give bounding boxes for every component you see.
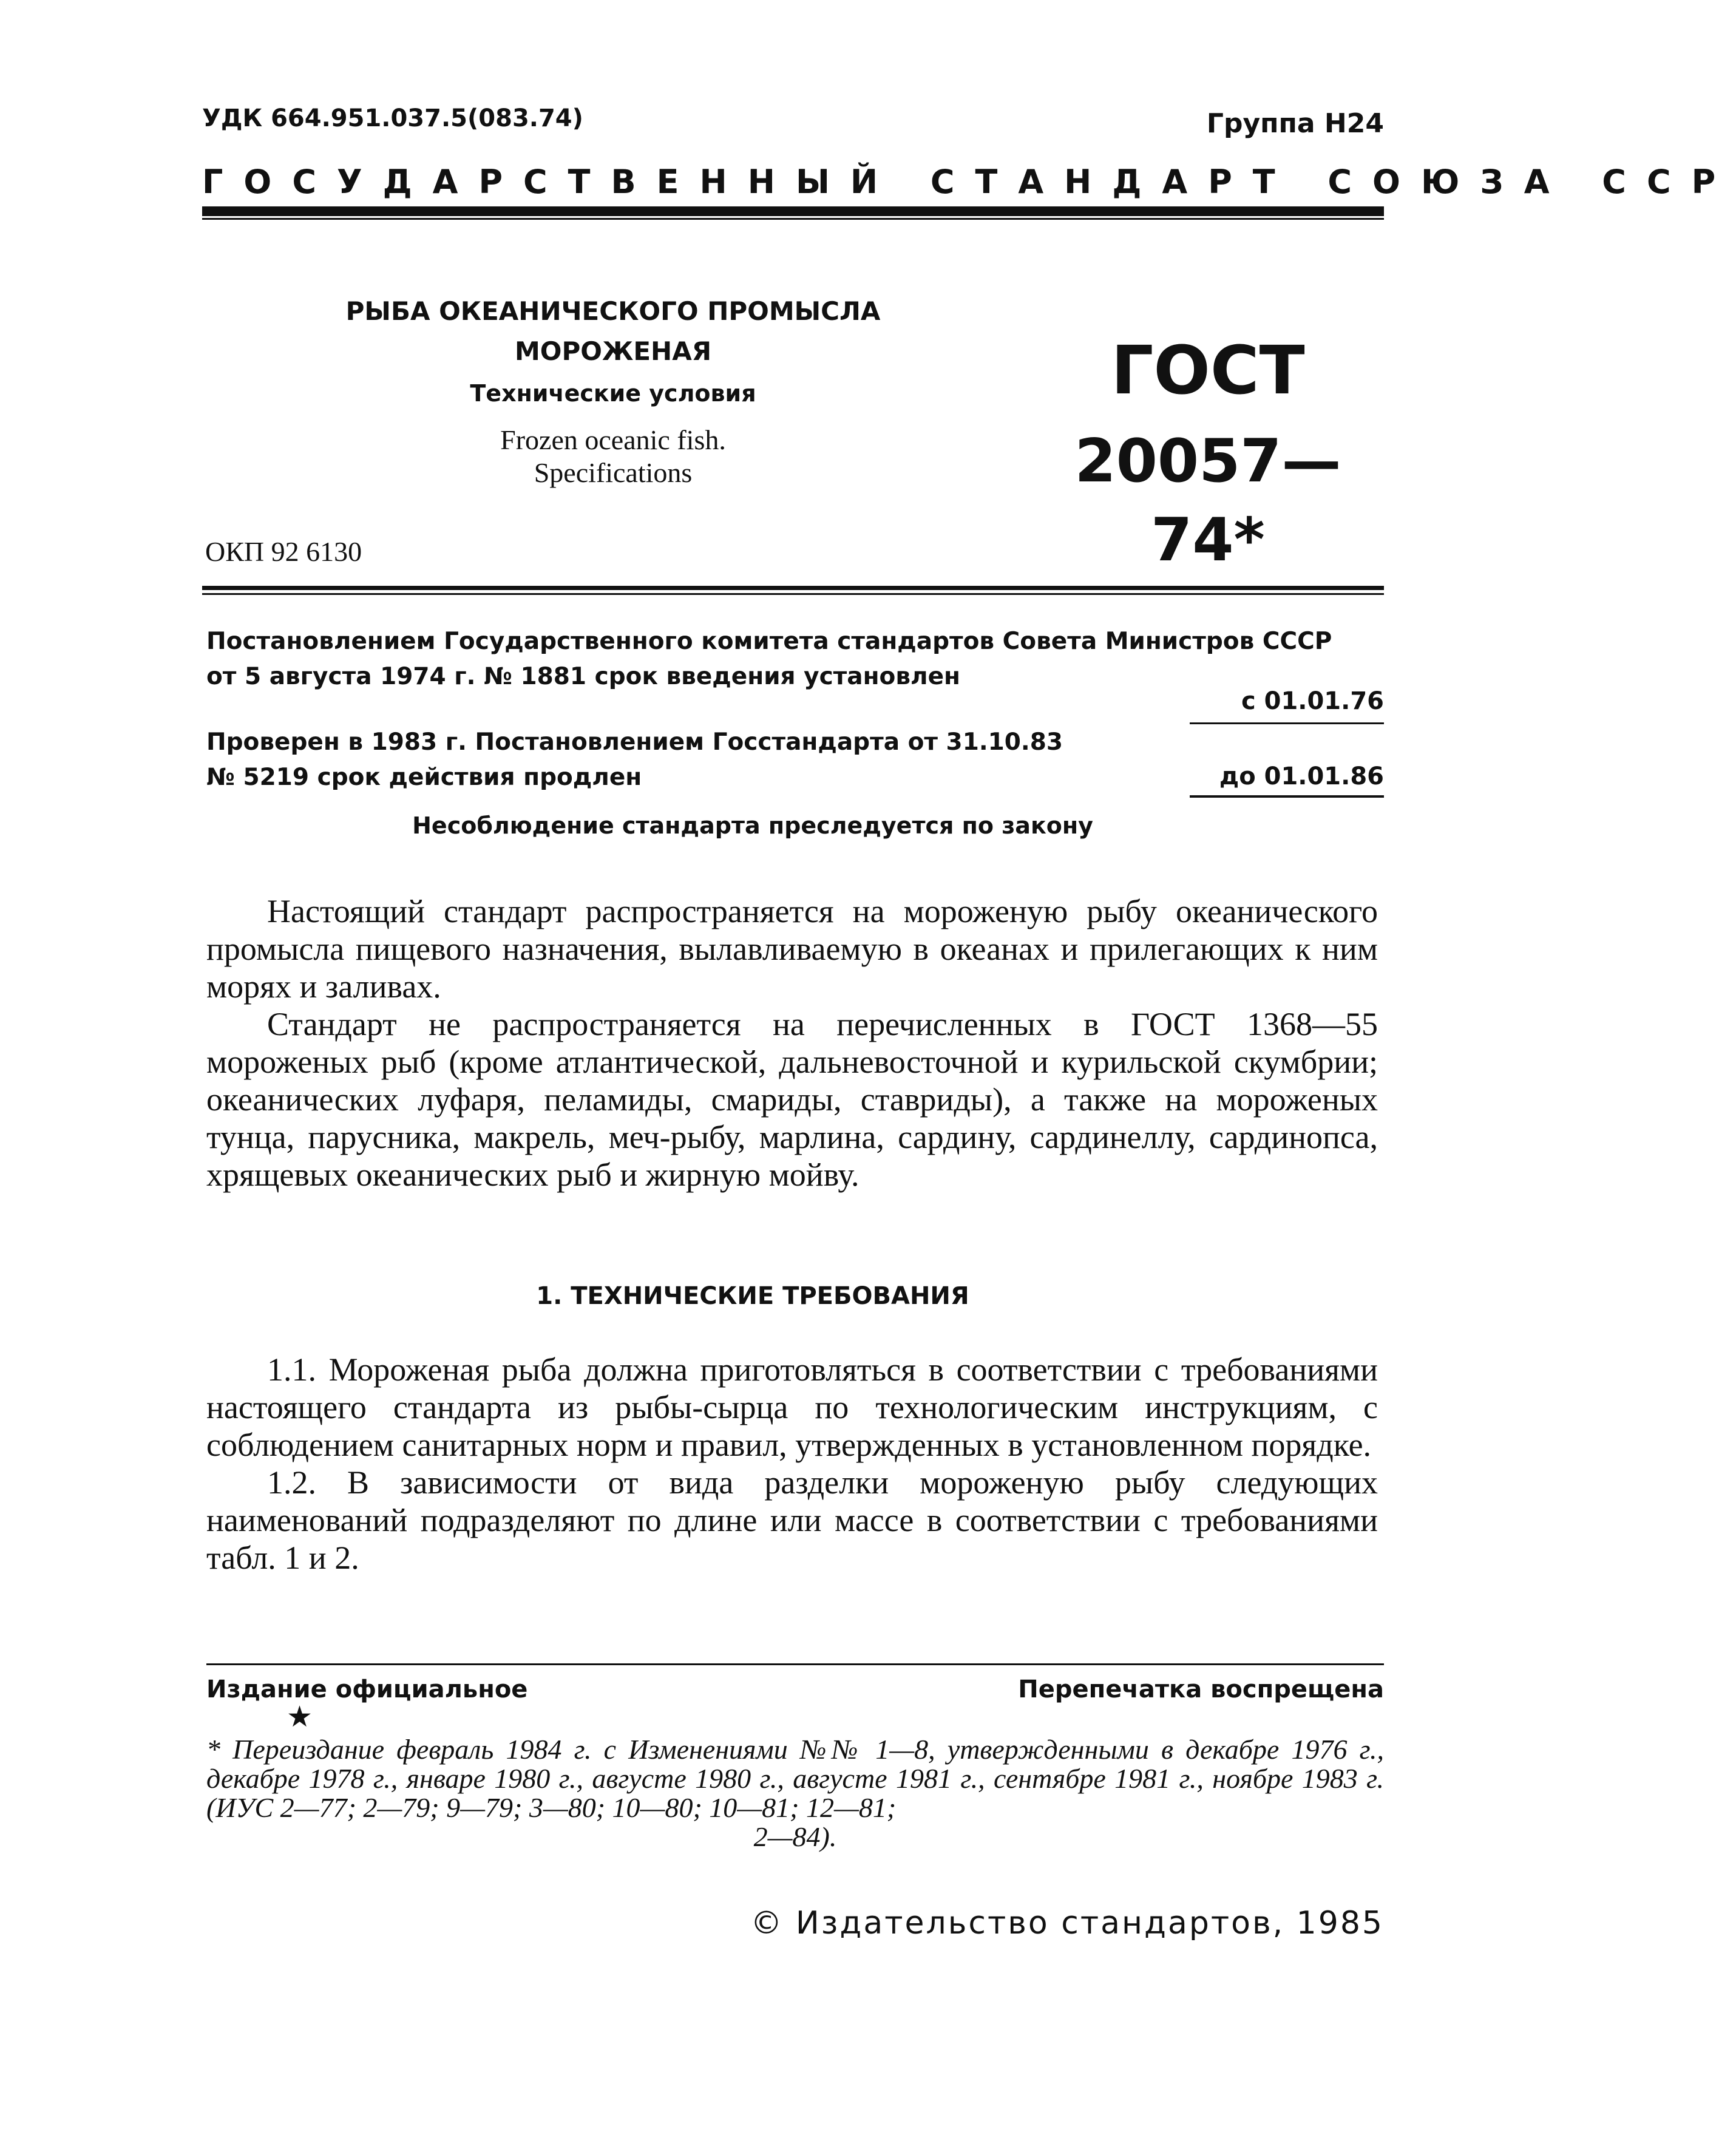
- decree-line-1: Постановлением Государственного комитета стандартов Совета Министров СССР: [206, 628, 1332, 655]
- footnote-end: 2—84).: [753, 1821, 837, 1852]
- title-line-2: МОРОЖЕНАЯ: [514, 336, 712, 366]
- star-icon: ★: [287, 1701, 313, 1733]
- section-paragraphs: [206, 1351, 1378, 1577]
- start-date-rule: [1190, 722, 1384, 724]
- top-thin-rule: [202, 218, 1384, 220]
- gost-block: [1032, 331, 1384, 580]
- mid-thin-rule: [202, 593, 1384, 595]
- paragraph-exclusions: Стандарт не распространяется на перечисленных в ГОСТ 1368—55 мороженых рыб (кроме атлантической, дальневосточной и курильской скумбрии; океанических луфаря, пеламиды, смариды, ставриды), а также на мороженых тунца, парусника, макрель, меч-рыбу, марлина, сардину, сардинеллу, сардинопса, хрящевых океанических рыб и жирную мойву.: [206, 1006, 1378, 1193]
- top-thick-rule: [202, 206, 1384, 216]
- reprint-prohibited: Перепечатка воспрещена: [1018, 1676, 1384, 1703]
- verified-line-2: № 5219 срок действия продлен: [206, 764, 642, 791]
- title-line-1: РЫБА ОКЕАНИЧЕСКОГО ПРОМЫСЛА: [345, 296, 881, 326]
- title-block: [200, 291, 1026, 489]
- reissue-footnote: [206, 1735, 1384, 1852]
- mid-thick-rule: [202, 586, 1384, 590]
- gost-number: 20057—74*: [1074, 427, 1341, 575]
- end-date: до 01.01.86: [1219, 762, 1384, 790]
- decree-text: [206, 624, 1384, 694]
- english-title-line-2: Specifications: [534, 457, 693, 488]
- english-title-line-1: Frozen oceanic fish.: [500, 424, 726, 455]
- okp-code: ОКП 92 6130: [205, 536, 362, 567]
- paragraph-1-2: 1.2. В зависимости от вида разделки мороженую рыбу следующих наименований подразделяют по длине или массе в соответствии с требованиями табл. 1 и 2.: [206, 1464, 1378, 1576]
- udk-code: УДК 664.951.037.5(083.74): [202, 104, 583, 132]
- verification-text: [206, 725, 1117, 795]
- copyright: © Издательство стандартов, 1985: [750, 1905, 1384, 1941]
- footnote-text: * Переиздание февраль 1984 г. с Изменениями №№ 1—8, утвержденными в декабре 1976 г., декабре 1978 г., январе 1980 г., августе 1980 г., августе 1981 г., сентябре 1981 г., ноябре 1983 г. (ИУС 2—77; 2—79; 9—79; 3—80; 10—80; 10—81; 12—81;: [206, 1734, 1384, 1823]
- official-edition: Издание официальное: [206, 1676, 528, 1703]
- law-notice: Несоблюдение стандарта преследуется по закону: [412, 812, 1093, 839]
- intro-paragraphs: [206, 892, 1378, 1194]
- standard-banner: ГОСУДАРСТВЕННЫЙ СТАНДАРТ СОЮЗА ССР: [202, 163, 1736, 201]
- section-title: 1. ТЕХНИЧЕСКИЕ ТРЕБОВАНИЯ: [536, 1282, 969, 1310]
- footer-rule: [206, 1663, 1384, 1665]
- start-date: с 01.01.76: [1241, 687, 1384, 715]
- end-date-rule: [1190, 795, 1384, 798]
- verified-line-1: Проверен в 1983 г. Постановлением Госстандарта от 31.10.83: [206, 728, 1063, 756]
- group-code: Группа Н24: [1206, 108, 1384, 139]
- paragraph-1-1: 1.1. Мороженая рыба должна приготовляться в соответствии с требованиями настоящего стандарта из рыбы-сырца по технологическим инструкциям, с соблюдением санитарных норм и правил, утвержденных в установленном порядке.: [206, 1351, 1378, 1463]
- decree-line-2: от 5 августа 1974 г. № 1881 срок введения установлен: [206, 663, 960, 690]
- gost-label: ГОСТ: [1111, 331, 1305, 409]
- subtitle: Технические условия: [470, 380, 756, 407]
- paragraph-scope: Настоящий стандарт распространяется на мороженую рыбу океанического промысла пищевого назначения, вылавливаемую в океанах и прилегающих к ним морях и заливах.: [206, 893, 1378, 1005]
